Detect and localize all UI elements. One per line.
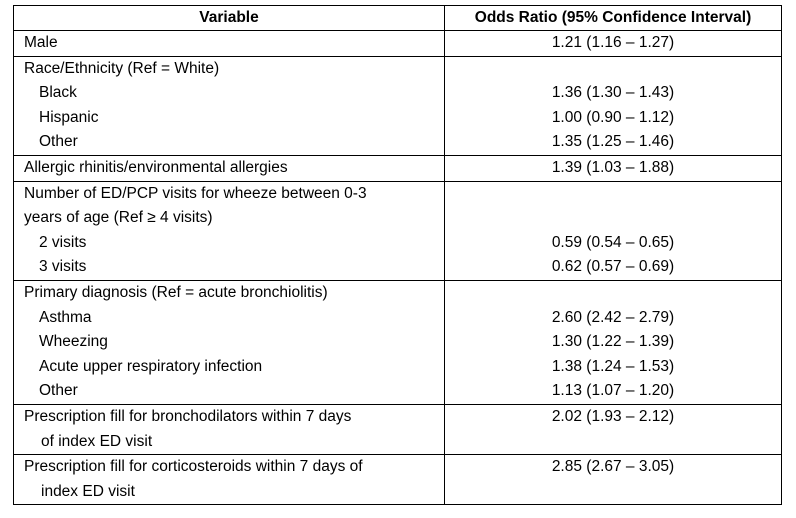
row-label: Prescription fill for bronchodilators within 7 days bbox=[24, 407, 352, 425]
row-label-cont: index ED visit bbox=[41, 482, 135, 500]
sub-value: 1.35 (1.25 – 1.46) bbox=[551, 133, 675, 151]
sub-value: 0.59 (0.54 – 0.65) bbox=[551, 233, 675, 251]
table-row-diagnosis bbox=[14, 280, 782, 404]
row-value: 1.21 (1.16 – 1.27) bbox=[551, 34, 675, 51]
sub-label: Acute upper respiratory infection bbox=[39, 357, 263, 375]
table-row-bronchodilators bbox=[14, 404, 782, 454]
table-row-allergic bbox=[14, 155, 782, 181]
sub-value: 2.60 (2.42 – 2.79) bbox=[551, 308, 675, 326]
sub-value: 1.38 (1.24 – 1.53) bbox=[551, 357, 675, 375]
sub-value: 1.13 (1.07 – 1.20) bbox=[551, 382, 675, 400]
sub-label: 3 visits bbox=[39, 258, 87, 276]
table-row-corticosteroids bbox=[14, 455, 782, 505]
sub-value: 0.62 (0.57 – 0.69) bbox=[551, 258, 675, 276]
table-row-male bbox=[14, 31, 782, 57]
sub-value: 1.36 (1.30 – 1.43) bbox=[551, 84, 675, 102]
sub-label: 2 visits bbox=[39, 233, 87, 251]
sub-value: 1.00 (0.90 – 1.12) bbox=[551, 108, 675, 126]
row-label: Allergic rhinitis/environmental allergies bbox=[24, 158, 288, 176]
row-value: 2.02 (1.93 – 2.12) bbox=[551, 407, 675, 425]
header-odds-ratio: Odds Ratio (95% Confidence Interval) bbox=[445, 6, 782, 31]
sub-label: Black bbox=[39, 84, 77, 102]
group-label-cont: years of age (Ref ≥ 4 visits) bbox=[24, 209, 213, 227]
sub-label: Wheezing bbox=[39, 333, 108, 351]
sub-label: Other bbox=[39, 133, 78, 151]
sub-label: Asthma bbox=[39, 308, 92, 326]
sub-label: Hispanic bbox=[39, 108, 99, 126]
row-value: 1.39 (1.03 – 1.88) bbox=[551, 158, 675, 176]
sub-label: Other bbox=[39, 382, 78, 400]
group-label: Number of ED/PCP visits for wheeze between 0-3 bbox=[24, 184, 367, 202]
row-label: Prescription fill for corticosteroids within 7 days of bbox=[24, 458, 363, 476]
table-row-race bbox=[14, 56, 782, 155]
group-label: Primary diagnosis (Ref = acute bronchiolitis) bbox=[24, 283, 328, 301]
group-label: Race/Ethnicity (Ref = White) bbox=[24, 59, 220, 77]
header-row bbox=[14, 6, 782, 31]
header-variable: Variable bbox=[14, 6, 445, 31]
row-value: 2.85 (2.67 – 3.05) bbox=[551, 458, 675, 476]
table-row-visits bbox=[14, 181, 782, 280]
sub-value: 1.30 (1.22 – 1.39) bbox=[551, 333, 675, 351]
row-label-cont: of index ED visit bbox=[41, 432, 153, 450]
odds-ratio-table bbox=[13, 5, 782, 505]
row-label: Male bbox=[24, 34, 58, 51]
